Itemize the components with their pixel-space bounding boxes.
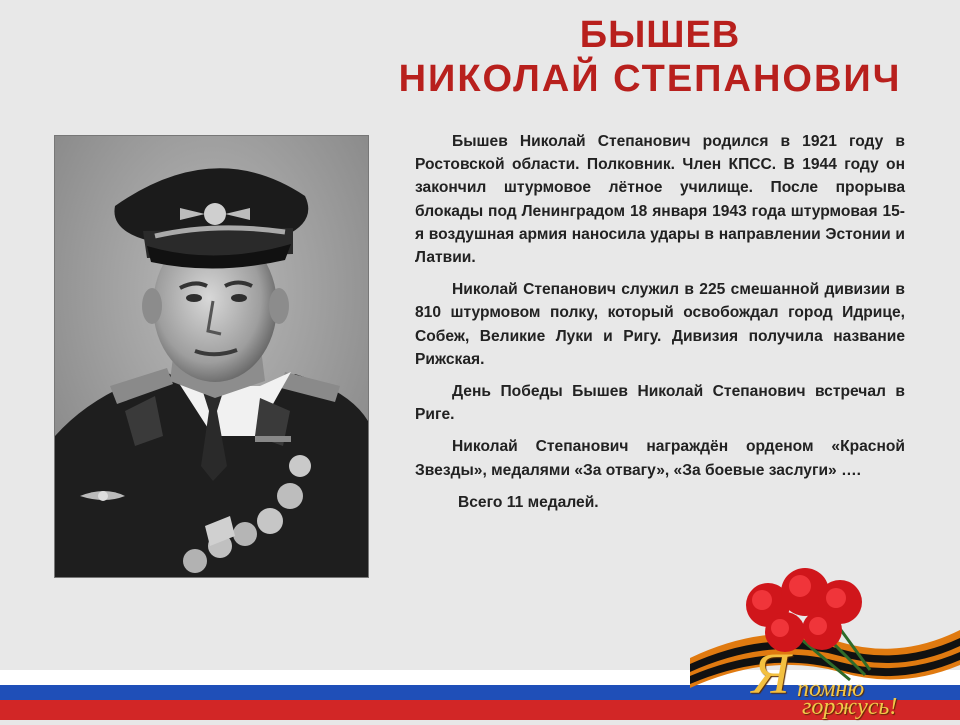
portrait-photo xyxy=(55,136,368,577)
bio-paragraph-4: Николай Степанович награждён орденом «Красной Звезды», медалями «За отвагу», «За боевые заслуги» …. xyxy=(415,438,905,479)
emblem-line1: помню xyxy=(797,676,865,702)
bio-paragraph-1: Бышев Николай Степанович родился в 1921 году в Ростовской области. Полковник. Член КПСС. В 1944 году он закончил штурмовое лётное училище. После прорыва блокады под Ленинградом 18 января 1943 года штурмовая 15-я воздушная армия наносила удары в направлении Эстонии и Латвии. xyxy=(415,133,905,267)
emblem-letter: Я xyxy=(752,641,791,706)
portrait-photo-icon xyxy=(55,136,368,577)
bio-paragraph-3: День Победы Бышев Николай Степанович встречал в Риге. xyxy=(415,383,905,424)
bio-paragraph-5: Всего 11 медалей. xyxy=(458,493,599,511)
biography-text xyxy=(415,130,905,523)
title-surname: БЫШЕВ xyxy=(579,14,741,56)
bio-paragraph-2: Николай Степанович служил в 225 смешанной дивизии в 810 штурмовом полку, который освобождал город Идрице, Собеж, Великие Луки и Ригу. Дивизия получила название Рижская. xyxy=(415,281,905,368)
title-name: НИКОЛАЙ СТЕПАНОВИЧ xyxy=(398,58,902,100)
emblem-line2: горжусь! xyxy=(802,694,898,720)
